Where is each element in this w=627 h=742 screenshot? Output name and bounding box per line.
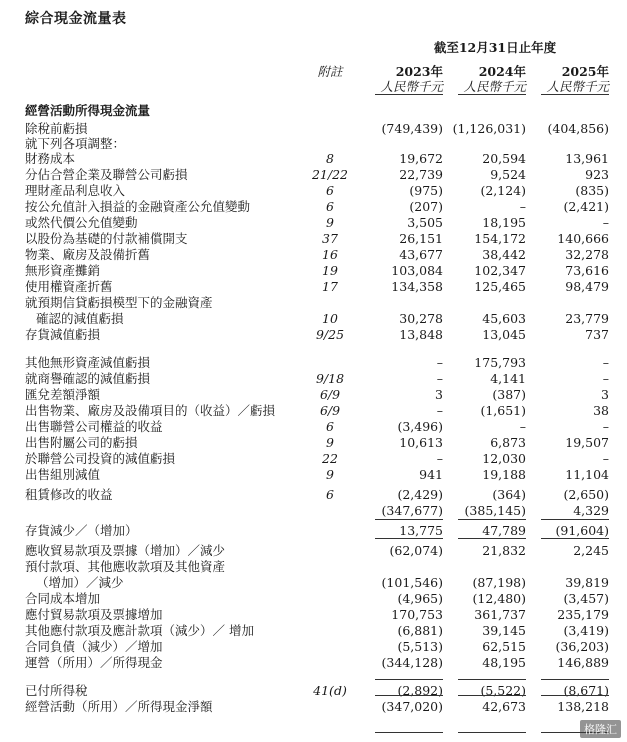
row-value-2025: 146,889: [557, 655, 609, 670]
row-value-2025: (91,604): [555, 523, 609, 538]
row-value-2024: (1,126,031): [452, 121, 526, 136]
row-value-2025: –: [602, 371, 609, 386]
row-note: 6: [326, 183, 334, 198]
row-label: 無形資產攤銷: [25, 263, 101, 278]
row-value-2025: (404,856): [547, 121, 609, 136]
row-label: 分佔合營企業及聯營公司虧損: [25, 167, 188, 182]
row-value-2025: 38: [593, 403, 609, 418]
row-note: 10: [322, 311, 338, 326]
row-value-2024: 4,141: [490, 371, 526, 386]
row-value-2024: 47,789: [482, 523, 526, 538]
table-row: [0, 403, 627, 418]
row-value-2023: 19,672: [399, 151, 443, 166]
row-value-2023: –: [436, 451, 443, 466]
row-value-2024: 45,603: [482, 311, 526, 326]
row-value-2025: –: [602, 451, 609, 466]
row-label: 確認的減值虧損: [36, 311, 124, 326]
row-value-2023: 43,677: [399, 247, 443, 262]
row-value-2025: (835): [575, 183, 609, 198]
row-note: 9: [326, 215, 334, 230]
row-value-2023: 26,151: [399, 231, 443, 246]
row-note: 21/22: [311, 167, 349, 182]
row-value-2024: –: [519, 419, 526, 434]
row-value-2023: (975): [409, 183, 443, 198]
row-value-2024: (87,198): [472, 575, 526, 590]
row-value-2024: 38,442: [482, 247, 526, 262]
table-row: [0, 279, 627, 294]
table-row: [0, 699, 627, 714]
header-rule: [458, 94, 526, 95]
row-note: 9/18: [315, 371, 345, 386]
row-label: 其他應付款項及應計款項（減少）／ 增加: [25, 623, 254, 638]
row-value-2025: 11,104: [565, 467, 609, 482]
subtotal-rule: [375, 679, 443, 680]
row-value-2023: 13,848: [399, 327, 443, 342]
row-value-2023: (2,429): [397, 487, 443, 502]
row-label: 已付所得稅: [25, 683, 88, 698]
subtotal-rule: [375, 538, 443, 539]
row-value-2023: (101,546): [381, 575, 443, 590]
year-header-2023: 2023年: [395, 64, 443, 79]
row-value-2025: (2,650): [563, 487, 609, 502]
row-label: 存貨減少／（增加）: [25, 523, 138, 538]
row-value-2023: (344,128): [381, 655, 443, 670]
table-row: [0, 327, 627, 342]
row-label: 或然代價公允值變動: [25, 215, 138, 230]
row-value-2023: 103,084: [391, 263, 443, 278]
row-value-2025: 98,479: [565, 279, 609, 294]
subtotal-rule: [458, 732, 526, 733]
row-value-2024: 39,145: [482, 623, 526, 638]
row-note: 19: [322, 263, 338, 278]
row-note: 6/9: [319, 403, 341, 418]
row-label: 出售物業、廠房及設備項目的（收益）／虧損: [25, 403, 276, 418]
row-value-2023: (347,677): [381, 503, 443, 518]
row-label: 匯兌差額淨額: [25, 387, 101, 402]
unit-header-2024: 人民幣千元: [463, 79, 526, 94]
table-row: [0, 683, 627, 698]
row-value-2023: (347,020): [381, 699, 443, 714]
row-label: 租賃修改的收益: [25, 487, 113, 502]
row-value-2024: 125,465: [474, 279, 526, 294]
row-value-2025: 235,179: [557, 607, 609, 622]
row-value-2025: 3: [601, 387, 609, 402]
table-row: [0, 136, 627, 151]
row-value-2024: (2,124): [480, 183, 526, 198]
table-row: [0, 503, 627, 518]
row-note: 37: [322, 231, 338, 246]
row-label: 其他無形資產減值虧損: [25, 355, 151, 370]
row-value-2023: (207): [409, 199, 443, 214]
row-label: 出售聯營公司權益的收益: [25, 419, 163, 434]
row-label: 除稅前虧損: [25, 121, 88, 136]
subtotal-rule: [541, 679, 609, 680]
note-column-header: 附註: [317, 64, 343, 79]
subtotal-rule: [541, 519, 609, 520]
table-row: [0, 263, 627, 278]
unit-header-2023: 人民幣千元: [380, 79, 443, 94]
row-value-2024: 6,873: [490, 435, 526, 450]
row-value-2023: (2,892): [397, 683, 443, 698]
row-value-2024: 21,832: [482, 543, 526, 558]
header-rule: [541, 94, 609, 95]
row-value-2025: 19,507: [565, 435, 609, 450]
subtotal-rule: [458, 695, 526, 696]
row-value-2025: 2,245: [573, 543, 609, 558]
table-row: [0, 655, 627, 670]
table-row: [0, 199, 627, 214]
table-row: [0, 167, 627, 182]
table-row: [0, 151, 627, 166]
row-label: 理財產品利息收入: [25, 183, 126, 198]
row-note: 6: [326, 199, 334, 214]
row-value-2024: 19,188: [482, 467, 526, 482]
row-value-2024: 42,673: [482, 699, 526, 714]
table-row: [0, 639, 627, 654]
row-value-2024: 175,793: [474, 355, 526, 370]
statement-title: 綜合現金流量表: [25, 11, 127, 27]
row-value-2025: (36,203): [555, 639, 609, 654]
row-label: 出售附屬公司的虧損: [25, 435, 138, 450]
row-note: 9: [326, 435, 334, 450]
watermark-logo: 格隆汇: [580, 720, 621, 738]
table-row: [0, 575, 627, 590]
row-value-2023: 13,775: [399, 523, 443, 538]
table-row: [0, 371, 627, 386]
row-value-2025: 923: [585, 167, 609, 182]
subtotal-rule: [541, 538, 609, 539]
row-value-2025: (3,457): [563, 591, 609, 606]
row-note: 17: [322, 279, 338, 294]
table-row: [0, 543, 627, 558]
row-note: 41(d): [313, 683, 347, 698]
row-value-2023: (4,965): [397, 591, 443, 606]
row-value-2025: 32,278: [565, 247, 609, 262]
table-row: [0, 215, 627, 230]
subtotal-rule: [458, 679, 526, 680]
row-note: 8: [326, 151, 334, 166]
row-value-2025: 39,819: [565, 575, 609, 590]
row-value-2024: –: [519, 199, 526, 214]
row-label: 經營活動（所用）／所得現金淨額: [25, 699, 213, 714]
row-value-2024: 102,347: [474, 263, 526, 278]
row-value-2025: 73,616: [565, 263, 609, 278]
row-value-2025: –: [602, 419, 609, 434]
row-value-2024: 13,045: [482, 327, 526, 342]
row-value-2025: 138,218: [557, 699, 609, 714]
row-value-2024: 361,737: [474, 607, 526, 622]
table-row: [0, 311, 627, 326]
subtotal-rule: [375, 519, 443, 520]
row-label: 預付款項、其他應收款項及其他資產: [25, 559, 226, 574]
section-heading: 經營活動所得現金流量: [25, 103, 151, 118]
row-label: 運營（所用）／所得現金: [25, 655, 163, 670]
row-value-2023: (62,074): [389, 543, 443, 558]
row-label: 於聯營公司投資的減值虧損: [25, 451, 176, 466]
table-row: [0, 231, 627, 246]
row-value-2023: 941: [419, 467, 443, 482]
row-label: 出售組別減值: [25, 467, 101, 482]
row-value-2024: 20,594: [482, 151, 526, 166]
table-row: [0, 607, 627, 622]
row-note: 9: [326, 467, 334, 482]
row-value-2023: 3: [435, 387, 443, 402]
row-value-2024: 9,524: [490, 167, 526, 182]
row-value-2023: (5,513): [397, 639, 443, 654]
row-label: 財務成本: [25, 151, 76, 166]
row-value-2024: (1,651): [480, 403, 526, 418]
row-label: 合同負債（減少）／增加: [25, 639, 163, 654]
row-label: 物業、廠房及設備折舊: [25, 247, 151, 262]
table-row: [0, 295, 627, 310]
year-header-2024: 2024年: [478, 64, 526, 79]
row-value-2024: (364): [492, 487, 526, 502]
row-value-2023: 30,278: [399, 311, 443, 326]
table-row: [0, 487, 627, 502]
table-row: [0, 435, 627, 450]
row-value-2023: 22,739: [399, 167, 443, 182]
row-value-2023: (3,496): [397, 419, 443, 434]
row-value-2025: –: [602, 215, 609, 230]
row-label: 就預期信貸虧損模型下的金融資產: [25, 295, 213, 310]
row-value-2023: (6,881): [397, 623, 443, 638]
subtotal-rule: [375, 732, 443, 733]
period-header: 截至12月31日止年度: [433, 40, 557, 55]
table-row: [0, 523, 627, 538]
table-row: [0, 183, 627, 198]
unit-header-2025: 人民幣千元: [546, 79, 609, 94]
table-row: [0, 247, 627, 262]
table-row: [0, 559, 627, 574]
row-note: 6: [326, 487, 334, 502]
row-label: 應收貿易款項及票據（增加）／減少: [25, 543, 226, 558]
row-value-2024: (5,522): [480, 683, 526, 698]
table-row: [0, 467, 627, 482]
table-row: [0, 121, 627, 136]
row-value-2025: 13,961: [565, 151, 609, 166]
row-value-2023: 3,505: [407, 215, 443, 230]
row-value-2025: 737: [585, 327, 609, 342]
row-label: 以股份為基礎的付款補償開支: [25, 231, 188, 246]
row-note: 16: [322, 247, 338, 262]
row-value-2023: (749,439): [381, 121, 443, 136]
subtotal-rule: [541, 695, 609, 696]
row-value-2023: 134,358: [391, 279, 443, 294]
row-value-2023: 170,753: [391, 607, 443, 622]
row-note: 9/25: [315, 327, 345, 342]
row-label: 存貨減值虧損: [25, 327, 101, 342]
row-value-2025: –: [602, 355, 609, 370]
row-value-2025: (3,419): [563, 623, 609, 638]
subtotal-rule: [458, 519, 526, 520]
row-value-2023: –: [436, 355, 443, 370]
row-label: 應付貿易款項及票據增加: [25, 607, 163, 622]
row-label: 使用權資產折舊: [25, 279, 113, 294]
row-value-2025: 4,329: [573, 503, 609, 518]
row-value-2025: 23,779: [565, 311, 609, 326]
subtotal-rule: [458, 538, 526, 539]
row-value-2025: (2,421): [563, 199, 609, 214]
row-label: 就商譽確認的減值虧損: [25, 371, 151, 386]
row-value-2024: (385,145): [464, 503, 526, 518]
row-label: 按公允值計入損益的金融資產公允值變動: [25, 199, 251, 214]
row-value-2024: (387): [492, 387, 526, 402]
row-value-2024: (12,480): [472, 591, 526, 606]
row-note: 22: [322, 451, 338, 466]
row-label: 就下列各項調整：: [25, 136, 126, 151]
subtotal-rule: [375, 695, 443, 696]
row-value-2023: 10,613: [399, 435, 443, 450]
row-value-2024: 48,195: [482, 655, 526, 670]
row-value-2024: 12,030: [482, 451, 526, 466]
table-row: [0, 355, 627, 370]
row-note: 6: [326, 419, 334, 434]
row-value-2024: 18,195: [482, 215, 526, 230]
table-row: [0, 419, 627, 434]
table-row: [0, 451, 627, 466]
row-note: 6/9: [319, 387, 341, 402]
table-row: [0, 591, 627, 606]
row-value-2023: –: [436, 371, 443, 386]
year-header-2025: 2025年: [561, 64, 609, 79]
header-rule: [375, 94, 443, 95]
table-row: [0, 387, 627, 402]
row-label: （增加）／減少: [36, 575, 124, 590]
row-value-2025: (8,671): [563, 683, 609, 698]
table-row: [0, 623, 627, 638]
row-value-2025: 140,666: [557, 231, 609, 246]
row-label: 合同成本增加: [25, 591, 101, 606]
row-value-2024: 62,515: [482, 639, 526, 654]
row-value-2024: 154,172: [474, 231, 526, 246]
row-value-2023: –: [436, 403, 443, 418]
